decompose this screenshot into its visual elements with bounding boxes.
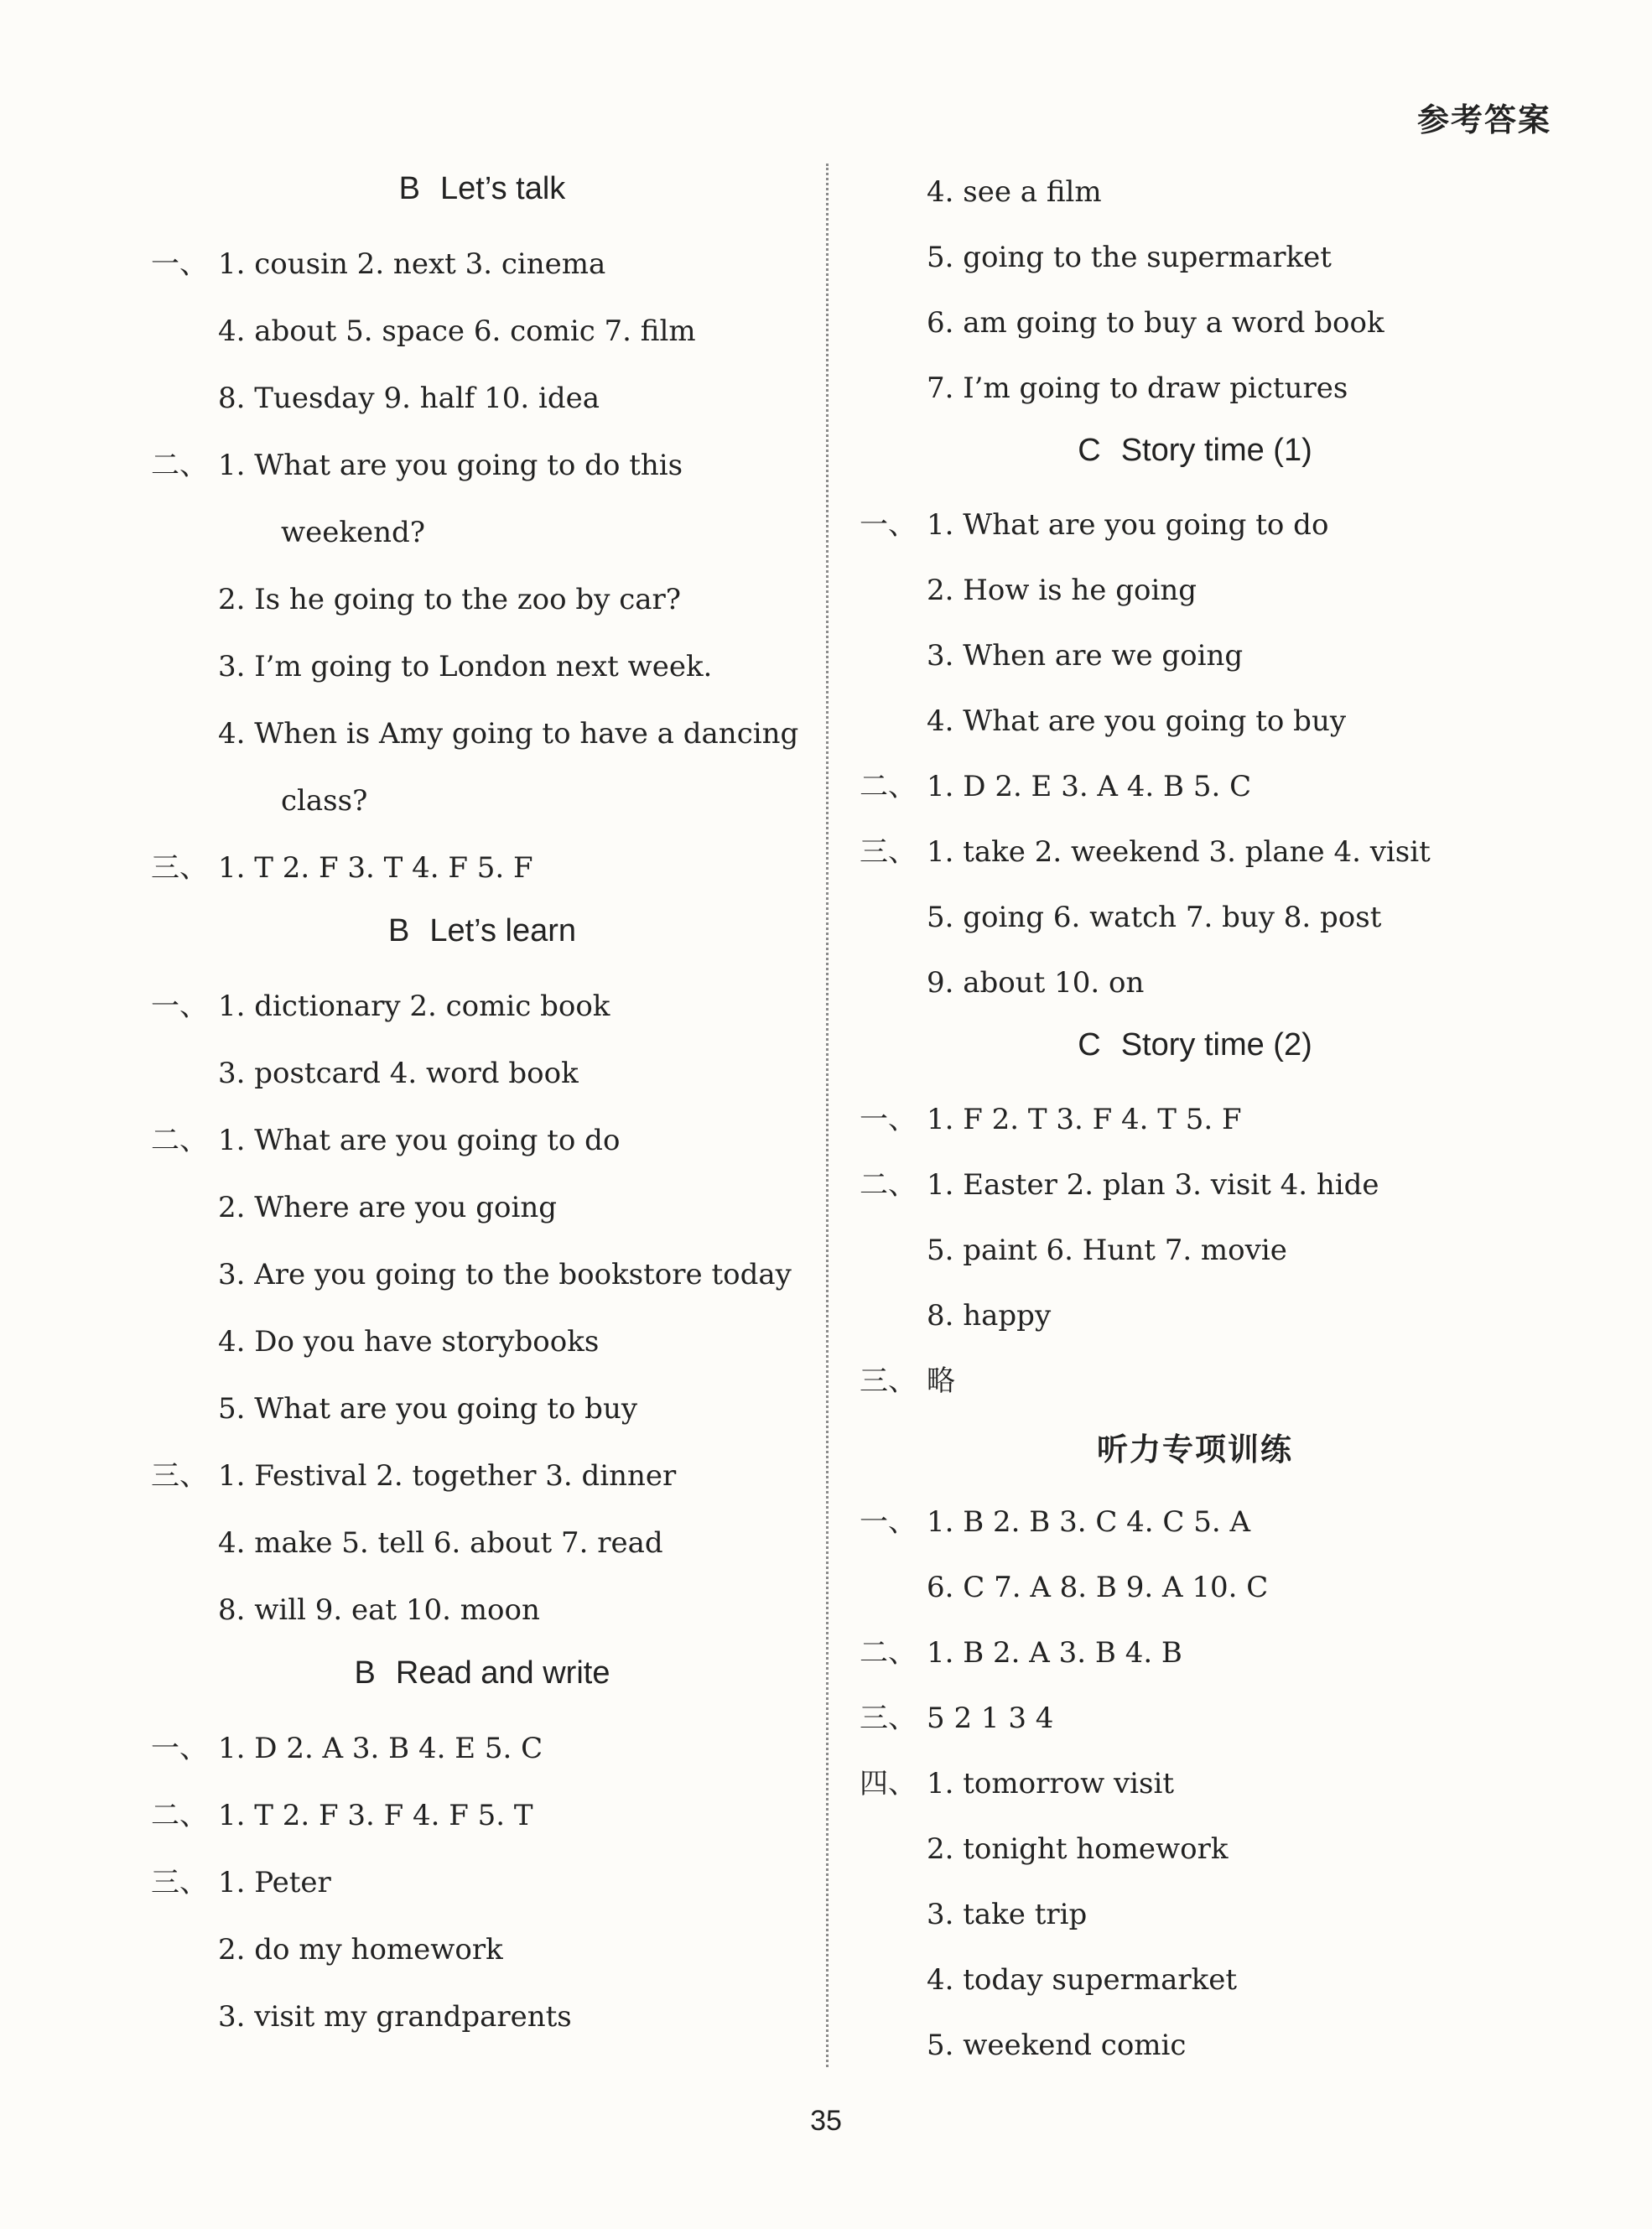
answer-line: 二、 1. Easter 2. plan 3. visit 4. hide: [860, 1168, 1379, 1202]
section-title-lets-talk: [151, 159, 813, 231]
answer-line: 一、 1. D 2. A 3. B 4. E 5. C: [151, 1732, 543, 1765]
answer-line: 二、 1. D 2. E 3. A 4. B 5. C: [860, 770, 1252, 803]
answer-line: class?: [281, 784, 368, 818]
answer-line: 一、 1. What are you going to do: [860, 508, 1329, 542]
answer-line: 6. C 7. A 8. B 9. A 10. C: [927, 1571, 1269, 1604]
answer-line: 4. see a film: [927, 175, 1102, 209]
answer-line: weekend?: [281, 516, 425, 549]
answer-line: 三、 略: [860, 1364, 955, 1398]
section-title-lets-learn: [151, 901, 813, 973]
column-divider: [826, 164, 829, 2067]
answer-line: 4. make 5. tell 6. about 7. read: [218, 1526, 663, 1560]
answer-line: 4. When is Amy going to have a dancing: [218, 717, 799, 751]
answer-line: 4. Do you have storybooks: [218, 1325, 600, 1359]
section-part: C: [1078, 1027, 1101, 1063]
answer-line: 7. I’m going to draw pictures: [927, 372, 1348, 405]
left-column: [151, 159, 813, 2050]
answer-line: 三、 1. Festival 2. together 3. dinner: [151, 1459, 677, 1493]
answer-line: 4. What are you going to buy: [927, 704, 1347, 738]
answer-line: 一、 1. cousin 2. next 3. cinema: [151, 247, 606, 281]
answer-line: 5. paint 6. Hunt 7. movie: [927, 1234, 1287, 1267]
answer-line: 一、 1. dictionary 2. comic book: [151, 990, 610, 1023]
answer-line: 5. going to the supermarket: [927, 241, 1332, 274]
answer-line: 二、 1. What are you going to do this: [151, 449, 683, 482]
answer-line: 2. How is he going: [927, 574, 1197, 607]
page-number: 35: [810, 2105, 842, 2137]
answer-line: 3. postcard 4. word book: [218, 1057, 579, 1090]
answer-line: 2. tonight homework: [927, 1832, 1229, 1866]
section-title-story-time-2: [860, 1016, 1530, 1087]
answer-line: 3. visit my grandparents: [218, 2000, 572, 2034]
answer-line: 一、 1. F 2. T 3. F 4. T 5. F: [860, 1103, 1242, 1136]
answer-line: 四、 1. tomorrow visit: [860, 1767, 1175, 1800]
answer-line: 5. going 6. watch 7. buy 8. post: [927, 901, 1382, 934]
section-name: Let’s talk: [440, 171, 566, 206]
answer-line: 二、 1. What are you going to do: [151, 1124, 621, 1157]
answer-line: 三、 1. Peter: [151, 1866, 331, 1899]
answer-line: 一、 1. B 2. B 3. C 4. C 5. A: [860, 1505, 1251, 1539]
section-title-story-time-1: [860, 421, 1530, 492]
answer-line: 9. about 10. on: [927, 966, 1145, 1000]
answer-line: 三、 1. T 2. F 3. T 4. F 5. F: [151, 851, 533, 885]
section-name: Read and write: [395, 1655, 610, 1691]
answer-line: 三、 1. take 2. weekend 3. plane 4. visit: [860, 835, 1431, 869]
answer-line: 2. Where are you going: [218, 1191, 557, 1224]
right-column: [860, 159, 1530, 2078]
answer-line: 4. about 5. space 6. comic 7. film: [218, 314, 696, 348]
answer-line: 8. Tuesday 9. half 10. idea: [218, 382, 600, 415]
answer-line: 3. I’m going to London next week.: [218, 650, 713, 683]
answer-line: 2. Is he going to the zoo by car?: [218, 583, 682, 616]
answer-line: 8. happy: [927, 1299, 1052, 1333]
section-part: B: [398, 171, 421, 206]
section-title-read-and-write: [151, 1644, 813, 1715]
answer-line: 3. Are you going to the bookstore today: [218, 1258, 792, 1291]
answer-line: 二、 1. B 2. A 3. B 4. B: [860, 1636, 1182, 1670]
answer-line: 3. take trip: [927, 1898, 1088, 1931]
section-title-listening: 听力专项训练: [1097, 1431, 1293, 1468]
section-name: Story time (2): [1120, 1027, 1312, 1063]
answer-line: 5. weekend comic: [927, 2029, 1187, 2062]
answer-line: 5. What are you going to buy: [218, 1392, 638, 1426]
section-part: B: [388, 913, 410, 948]
answer-line: 二、 1. T 2. F 3. F 4. F 5. T: [151, 1799, 533, 1832]
header-title: 参考答案: [1416, 101, 1551, 138]
section-name: Story time (1): [1120, 433, 1312, 468]
section-part: C: [1078, 433, 1101, 468]
answer-line: 8. will 9. eat 10. moon: [218, 1593, 540, 1627]
section-part: B: [354, 1655, 376, 1691]
answer-line: 三、 5 2 1 3 4: [860, 1702, 1054, 1735]
answer-line: 6. am going to buy a word book: [927, 306, 1384, 340]
answer-line: 2. do my homework: [218, 1933, 503, 1967]
answer-line: 4. today supermarket: [927, 1963, 1238, 1997]
answer-line: 3. When are we going: [927, 639, 1244, 673]
section-name: Let’s learn: [429, 913, 576, 948]
